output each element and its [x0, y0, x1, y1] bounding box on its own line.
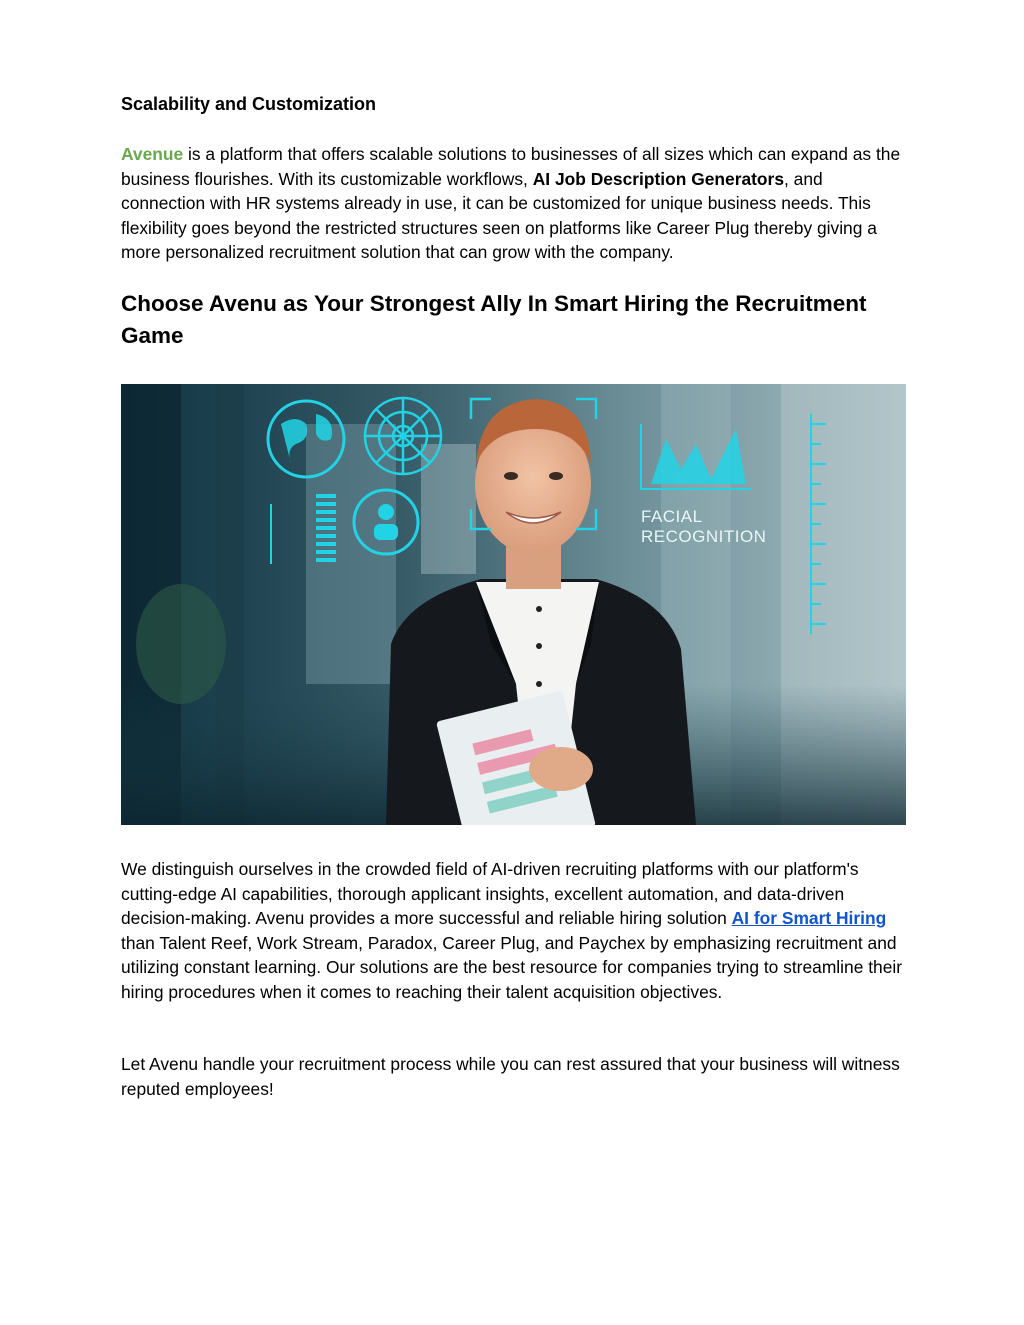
closing-paragraph: Let Avenu handle your recruitment process while you can rest assured that your business will witness reputed employees! [121, 1054, 900, 1099]
avenue-link[interactable]: Avenue [121, 144, 184, 164]
ai-for-smart-hiring-link[interactable]: AI for Smart Hiring [731, 908, 887, 928]
hud-label-facial: FACIAL [641, 507, 703, 526]
body-text-1: We distinguish ourselves in the crowded field of AI-driven recruiting platforms with our platform's cutting-edge AI capabilities, thorough applicant insights, excellent automation, and data-driven decision-making. Avenu provides a more successful and reliable hiring solution [121, 859, 859, 928]
section-heading: Scalability and Customization [121, 94, 377, 114]
intro-paragraph [121, 142, 907, 265]
intro-text-1: is a platform that offers scalable solutions to businesses of all sizes which can expand as the business flourishes. With its customizable workflows, [121, 144, 901, 189]
equalizer-icon [316, 494, 336, 562]
main-heading: Choose Avenu as Your Strongest Ally In Smart Hiring the Recruitment Game [121, 291, 867, 348]
body-text-2: than Talent Reef, Work Stream, Paradox, Career Plug, and Paychex by emphasizing recruitment and utilizing constant learning. Our solutions are the best resource for companies trying to streamline their hiring procedures when it comes to reaching their talent acquisition objectives. [121, 932, 903, 1002]
hero-image [121, 384, 906, 825]
radar-icon [365, 398, 441, 474]
hud-label-recognition: RECOGNITION [641, 527, 767, 546]
ai-job-description-generators: AI Job Description Generators [532, 168, 784, 189]
intro-text-2: , and connection with HR systems already in use, it can be customized for unique business needs. This flexibility goes beyond the restricted structures seen on platforms like Career Plug thereby giving a more personalized recruitment solution that can grow with the company. [121, 168, 877, 262]
body-paragraph [121, 857, 907, 1004]
facial-recognition-illustration [121, 384, 906, 825]
